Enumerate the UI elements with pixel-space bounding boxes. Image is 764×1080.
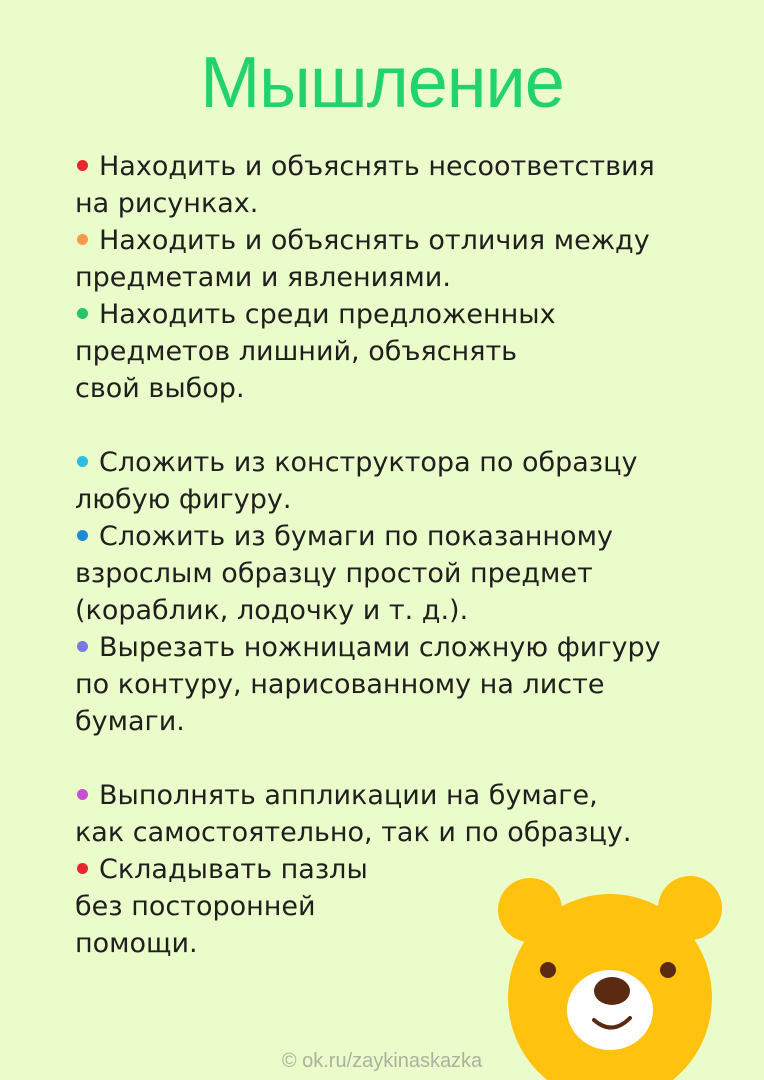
bear-right-eye	[660, 962, 676, 978]
bullet-dot-icon	[77, 160, 88, 171]
bullet-dot-icon	[77, 456, 88, 467]
list-item-text: Складывать пазлы без посторонней помощи.	[75, 854, 368, 959]
list-item-text: Выполнять аппликации на бумаге, как самостоятельно, так и по образцу.	[75, 780, 632, 848]
list-item-text: Сложить из конструктора по образцу любую фигуру.	[75, 447, 638, 515]
list-item-text: Находить и объяснять отличия между предметами и явлениями.	[75, 225, 650, 293]
skills-list	[75, 148, 715, 962]
bullet-dot-icon	[77, 863, 88, 874]
list-item	[75, 629, 715, 740]
list-item	[75, 444, 715, 518]
bullet-dot-icon	[77, 308, 88, 319]
bullet-dot-icon	[77, 530, 88, 541]
list-item-text: Находить среди предложенных предметов лишний, объяснять свой выбор.	[75, 299, 556, 404]
bullet-dot-icon	[77, 789, 88, 800]
list-item-text: Сложить из бумаги по показанному взрослым образцу простой предмет (кораблик, лодочку и т. д.).	[75, 521, 613, 626]
page-title: Мышление	[200, 43, 564, 123]
list-item	[75, 518, 715, 629]
list-item-text: Вырезать ножницами сложную фигуру по контуру, нарисованному на листе бумаги.	[75, 632, 661, 737]
list-item	[75, 148, 715, 222]
watermark: © ok.ru/zaykinaskazka	[281, 1050, 483, 1072]
bear-left-eye	[540, 962, 556, 978]
list-item-text: Находить и объяснять несоответствия на рисунках.	[75, 151, 655, 219]
list-item	[75, 777, 715, 851]
bullet-dot-icon	[77, 234, 88, 245]
list-item	[75, 222, 715, 296]
list-item	[75, 296, 715, 407]
bear-illustration	[498, 870, 728, 1080]
bear-nose	[594, 977, 630, 1005]
bullet-dot-icon	[77, 641, 88, 652]
